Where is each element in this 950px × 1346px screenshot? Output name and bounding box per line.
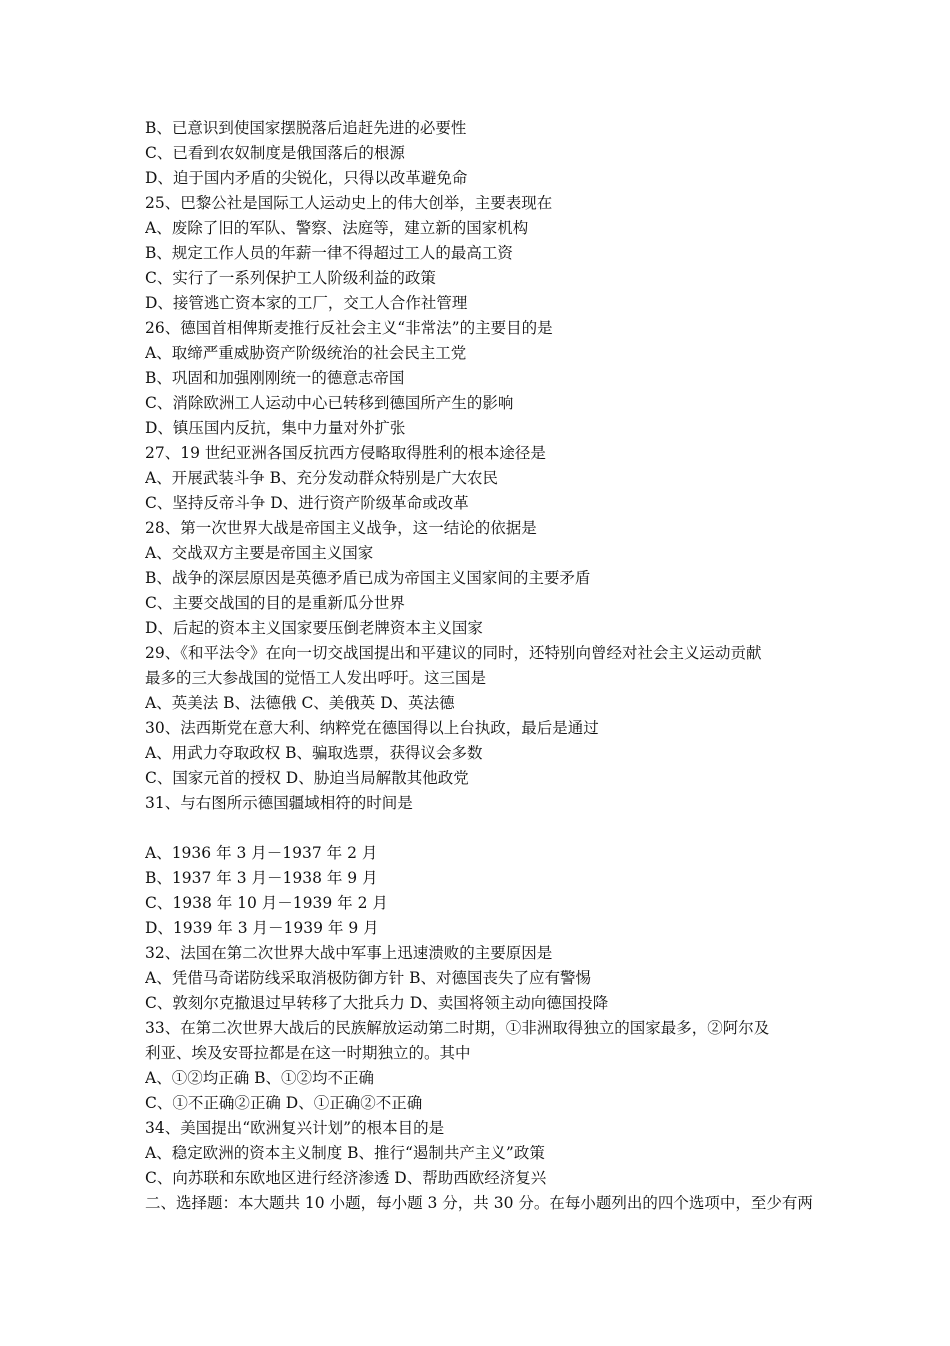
- text-line: C、消除欧洲工人运动中心已转移到德国所产生的影响: [145, 394, 514, 412]
- text-line: 33、在第二次世界大战后的民族解放运动第二时期，①非洲取得独立的国家最多，②阿尔及: [145, 1019, 770, 1037]
- text-line: A、交战双方主要是帝国主义国家: [145, 544, 374, 562]
- text-line: 34、美国提出“欧洲复兴计划”的根本目的是: [145, 1119, 445, 1137]
- text-line: A、凭借马奇诺防线采取消极防御方针 B、对德国丧失了应有警惕: [145, 969, 592, 987]
- text-line: C、主要交战国的目的是重新瓜分世界: [145, 594, 405, 612]
- text-line: A、1936 年 3 月－1937 年 2 月: [145, 844, 378, 862]
- text-line: C、向苏联和东欧地区进行经济渗透 D、帮助西欧经济复兴: [145, 1169, 547, 1187]
- text-line: 28、第一次世界大战是帝国主义战争，这一结论的依据是: [145, 519, 537, 537]
- text-line: 31、与右图所示德国疆域相符的时间是: [145, 794, 413, 812]
- text-line: 二、选择题：本大题共 10 小题，每小题 3 分，共 30 分。在每小题列出的四个选项中，至少有两: [145, 1194, 813, 1212]
- text-line: D、后起的资本主义国家要压倒老牌资本主义国家: [145, 619, 483, 637]
- text-line: B、巩固和加强刚刚统一的德意志帝国: [145, 369, 405, 387]
- text-line: C、国家元首的授权 D、胁迫当局解散其他政党: [145, 769, 469, 787]
- text-line: 利亚、埃及安哥拉都是在这一时期独立的。其中: [145, 1044, 471, 1062]
- text-line: A、英美法 B、法德俄 C、美俄英 D、英法德: [145, 694, 455, 712]
- text-line: A、废除了旧的军队、警察、法庭等，建立新的国家机构: [145, 219, 529, 237]
- text-line: B、已意识到使国家摆脱落后追赶先进的必要性: [145, 119, 467, 137]
- text-line: C、坚持反帝斗争 D、进行资产阶级革命或改革: [145, 494, 469, 512]
- text-line: C、敦刻尔克撤退过早转移了大批兵力 D、卖国将领主动向德国投降: [145, 994, 609, 1012]
- text-line: A、稳定欧洲的资本主义制度 B、推行“遏制共产主义”政策: [145, 1144, 545, 1162]
- blank-line: [145, 816, 815, 841]
- text-line: B、1937 年 3 月－1938 年 9 月: [145, 869, 378, 887]
- text-line: 27、19 世纪亚洲各国反抗西方侵略取得胜利的根本途径是: [145, 444, 546, 462]
- text-line: C、①不正确②正确 D、①正确②不正确: [145, 1094, 423, 1112]
- document-body: [145, 116, 815, 1216]
- text-line: A、取缔严重威胁资产阶级统治的社会民主工党: [145, 344, 467, 362]
- text-line: C、1938 年 10 月－1939 年 2 月: [145, 894, 388, 912]
- text-line: 26、德国首相俾斯麦推行反社会主义“非常法”的主要目的是: [145, 319, 553, 337]
- text-line: D、迫于国内矛盾的尖锐化，只得以改革避免命: [145, 169, 468, 187]
- text-line: D、接管逃亡资本家的工厂，交工人合作社管理: [145, 294, 468, 312]
- text-line: B、规定工作人员的年薪一律不得超过工人的最高工资: [145, 244, 513, 262]
- text-line: 30、法西斯党在意大利、纳粹党在德国得以上台执政，最后是通过: [145, 719, 599, 737]
- text-line: 32、法国在第二次世界大战中军事上迅速溃败的主要原因是: [145, 944, 553, 962]
- text-line: B、战争的深层原因是英德矛盾已成为帝国主义国家间的主要矛盾: [145, 569, 591, 587]
- text-line: C、已看到农奴制度是俄国落后的根源: [145, 144, 405, 162]
- text-line: D、1939 年 3 月－1939 年 9 月: [145, 919, 379, 937]
- text-line: 最多的三大参战国的觉悟工人发出呼吁。这三国是: [145, 669, 487, 687]
- text-line: C、实行了一系列保护工人阶级利益的政策: [145, 269, 436, 287]
- text-line: A、①②均正确 B、①②均不正确: [145, 1069, 375, 1087]
- text-line: D、镇压国内反抗，集中力量对外扩张: [145, 419, 406, 437]
- text-line: 25、巴黎公社是国际工人运动史上的伟大创举，主要表现在: [145, 194, 553, 212]
- text-line: A、用武力夺取政权 B、骗取选票，获得议会多数: [145, 744, 483, 762]
- text-line: 29、《和平法令》在向一切交战国提出和平建议的同时，还特别向曾经对社会主义运动贡献: [145, 644, 762, 662]
- text-line: A、开展武装斗争 B、充分发动群众特别是广大农民: [145, 469, 499, 487]
